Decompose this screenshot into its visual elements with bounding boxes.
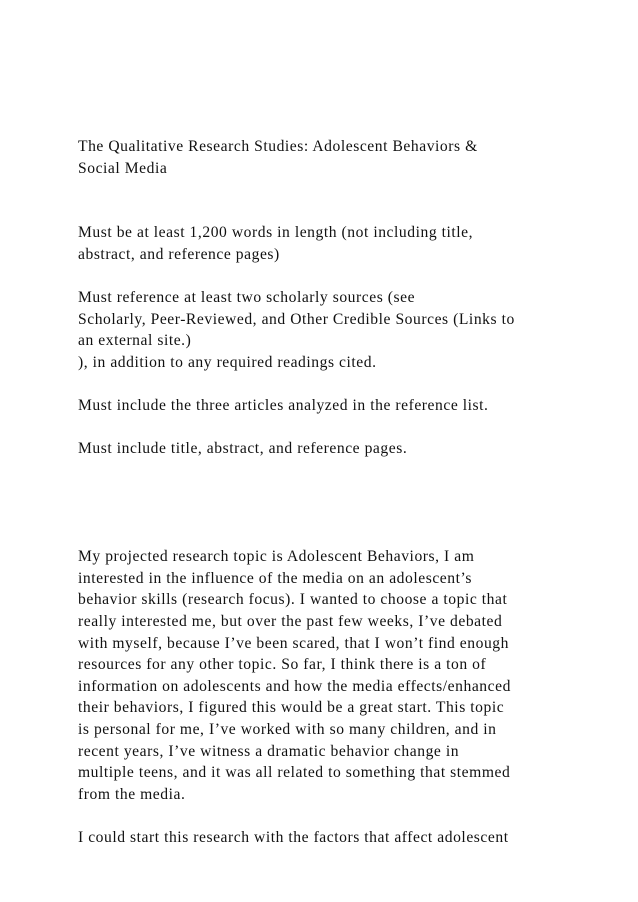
paragraph-line: recent years, I’ve witness a dramatic behavior change in xyxy=(78,742,460,760)
requirement-line: Must reference at least two scholarly sources (see xyxy=(78,289,416,307)
paragraph-line: I could start this research with the factors that affect adolescent xyxy=(78,829,509,847)
requirement-line: Scholarly, Peer-Reviewed, and Other Credible Sources (Links to xyxy=(78,310,515,328)
requirement-pages xyxy=(78,438,578,460)
body-paragraph xyxy=(78,546,578,805)
paragraph-line: information on adolescents and how the media effects/enhanced xyxy=(78,677,511,695)
paragraph-line: resources for any other topic. So far, I think there is a ton of xyxy=(78,656,487,674)
requirement-articles xyxy=(78,395,578,417)
requirement-length xyxy=(78,222,578,265)
paragraph-line: multiple teens, and it was all related to something that stemmed xyxy=(78,764,511,782)
document-title xyxy=(78,136,578,179)
paragraph-line: their behaviors, I figured this would be a great start. This topic xyxy=(78,699,505,717)
document-content xyxy=(78,136,578,849)
paragraph-line: interested in the influence of the media on an adolescent’s xyxy=(78,569,473,587)
requirement-line: Must include title, abstract, and reference pages. xyxy=(78,440,408,458)
paragraph-line: with myself, because I’ve been scared, that I won’t find enough xyxy=(78,634,510,652)
paragraph-line: behavior skills (research focus). I wanted to choose a topic that xyxy=(78,591,508,609)
requirement-sources xyxy=(78,287,578,373)
requirement-line: Must include the three articles analyzed in the reference list. xyxy=(78,397,489,415)
title-line: The Qualitative Research Studies: Adolescent Behaviors & xyxy=(78,138,478,155)
body-paragraph xyxy=(78,827,578,849)
requirement-line: Must be at least 1,200 words in length (not including title, xyxy=(78,224,474,242)
requirement-line: an external site.) xyxy=(78,332,192,350)
paragraph-line: My projected research topic is Adolescent Behaviors, I am xyxy=(78,548,475,566)
requirement-line: ), in addition to any required readings cited. xyxy=(78,353,377,371)
paragraph-line: is personal for me, I’ve worked with so many children, and in xyxy=(78,721,497,739)
title-line: Social Media xyxy=(78,159,168,177)
paragraph-line: from the media. xyxy=(78,785,186,803)
requirement-line: abstract, and reference pages) xyxy=(78,245,280,263)
paragraph-line: really interested me, but over the past few weeks, I’ve debated xyxy=(78,613,503,631)
